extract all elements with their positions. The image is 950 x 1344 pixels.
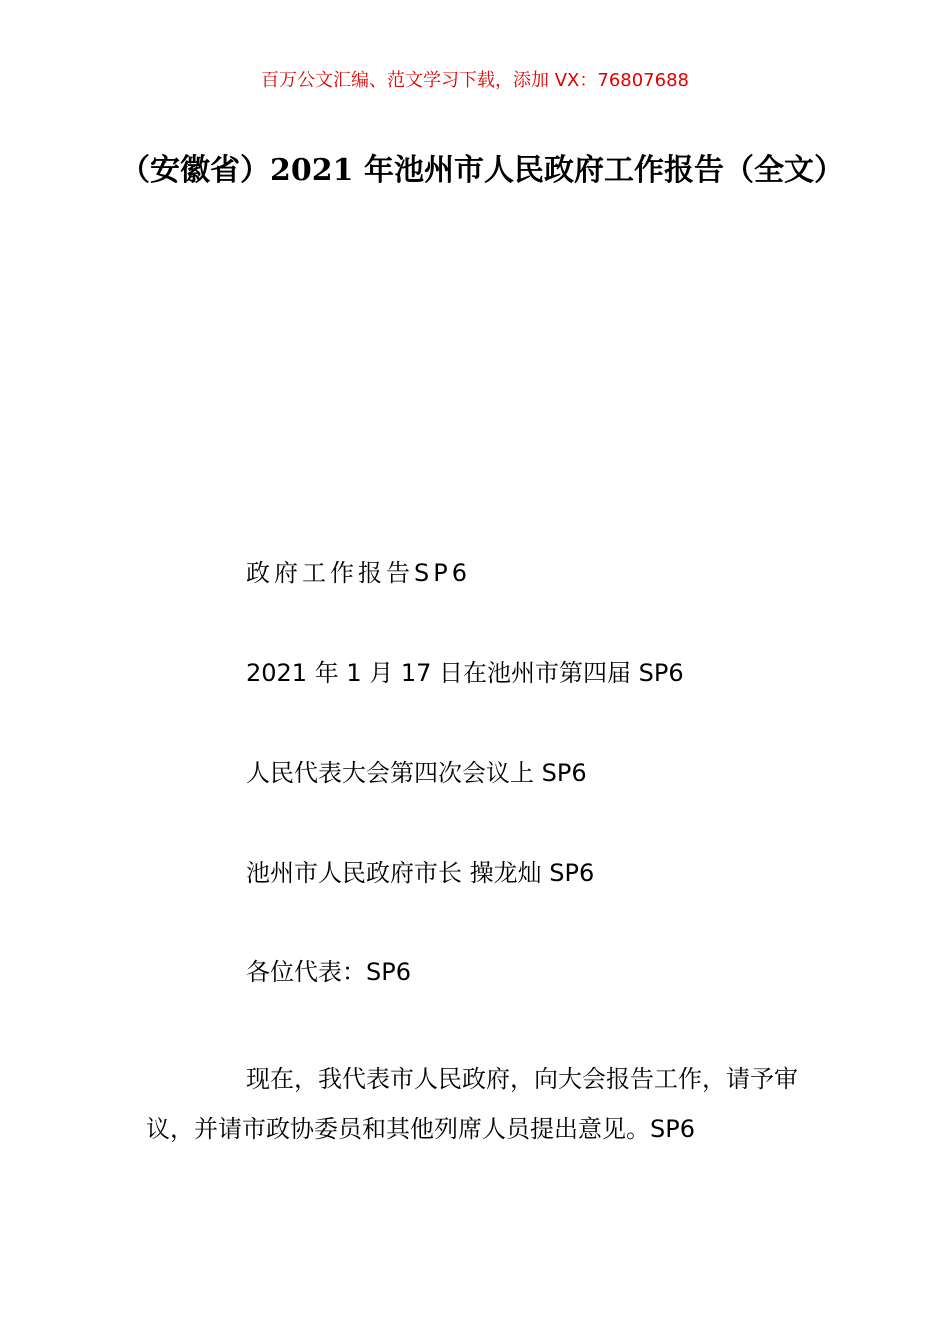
report-date-line: 2021 年 1 月 17 日在池州市第四届 SP6 xyxy=(246,659,684,687)
salutation-line: 各位代表：SP6 xyxy=(246,958,411,986)
header-watermark: 百万公文汇编、范文学习下载，添加 VX：76807688 xyxy=(261,70,689,91)
report-meeting-line: 人民代表大会第四次会议上 SP6 xyxy=(246,759,587,787)
report-heading-line: 政府工作报告SP6 xyxy=(246,559,471,587)
report-speaker-line: 池州市人民政府市长 操龙灿 SP6 xyxy=(246,859,595,887)
opening-paragraph: 现在，我代表市人民政府，向大会报告工作，请予审议，并请市政协委员和其他列席人员提出意见。SP6 xyxy=(146,1065,798,1143)
document-title: （安徽省）2021 年池州市人民政府工作报告（全文） xyxy=(120,153,844,188)
